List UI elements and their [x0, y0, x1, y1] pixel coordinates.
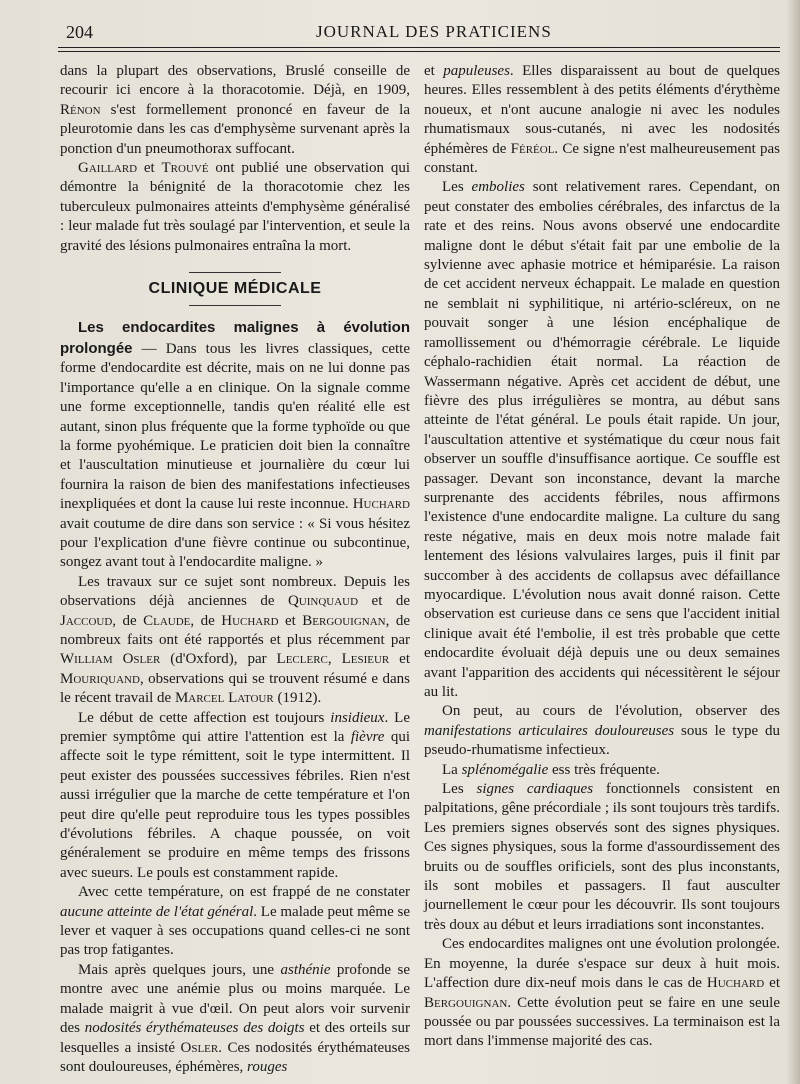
paragraph: On peut, au cours de l'évolution, observer des manifestations articulaires douloureuses sous le type du pseudo-rhumatisme infectieux.: [424, 703, 781, 759]
paragraph: Les embolies sont relativement rares. Cependant, on peut constater des embolies cérébrales, des infarctus de la rate et des reins. Nous avons observé une endocardite maligne dont le début s'était fait par une embolie de la sylvienne avec aphasie motrice et hémiparésie. La raison de cet accident nerveux échappait. Le malade en question ne semblait ni syphilitique, ni artério-scléreux, on ne pouvait songer à une lésion encéphalique de ramollissement ou d'hémorragie cérébrale. Le liquide céphalo-rachidien était normal. La réaction de Wassermann négative. Après cet accident de début, une fièvre des plus irrégulières se montra, au début sans atteinte de l'état général. Le pouls était rapide. Un jour, l'auscultation attentive et systématique du cœur nous fait observer un souffle d'insuffisance aortique. Ce souffle est passager. Devant son inconstance, devant la marche surprenante des accidents fébriles, nous affirmons l'existence d'une endocardite maligne. La culture du sang reste négative, mais en deux mois notre malade fait lentement des lésions valvulaires larges, puis il finit par succomber à des accidents de collapsus avec défaillance myocardique. L'évolution nous avait donné raison. Cette observation est curieuse dans ce sens que l'accident initial clinique avait été l'embolie, il est très probable que cette endocardite évoluait déjà depuis une ou deux semaines avant l'apparition des accidents qui nécessitèrent le séjour au lit.: [424, 179, 780, 700]
divider: [189, 272, 281, 273]
header-rule: [58, 47, 780, 48]
left-column: [60, 62, 410, 1077]
author-name: Gaillard: [78, 160, 138, 177]
paragraph: Les endocardites malignes à évolution prolongée — Dans tous les livres classiques, cette forme d'endocardite est décrite, mais on ne lui donne pas l'importance qu'elle a en clinique. On la signale comme une forme exceptionnelle, tandis qu'en réalité elle est autant, sinon plus fréquente que la forme typhoïde ou que la forme pyohémique. Le praticien doit bien la connaître et l'auscultation minutieuse et journalière du cœur lui fournira la raison de bien des manifestations infectieuses inexpliquées et dont la cause lui reste inconnue. Huchard avait coutume de dire dans son service : « Si vous hésitez pour l'explication d'une fièvre continue ou subcontinue, songez avant tout à l'endocardite maligne. »: [60, 319, 410, 571]
section-title: CLINIQUE MÉDICALE: [148, 280, 322, 298]
paragraph: Ces endocardites malignes ont une évolution prolongée. En moyenne, la durée s'espace sur deux à huit mois. L'affection dure dix-neuf mois dans le cas de Huchard et Bergouignan. Cette évolution peut se faire en une seule poussée ou par poussées successives. La terminaison est la mort dans l'immense majorité des cas.: [424, 936, 780, 1050]
paragraph: Le début de cette affection est toujours insidieux. Le premier symptôme qui attire l'attention est la fièvre qui affecte soit le type rémittent, soit le type intermittent. Il peut exister des poussées successives fébriles. Rien n'est aussi irrégulier que la marche de cette température et l'on peut dire qu'elle peut reproduire tous les types possibles d'évolutions fébriles. A chaque poussée, on voit généralement se produire en même temps des frissons avec sueurs. Le pouls est constamment rapide.: [60, 709, 410, 881]
running-title: JOURNAL DES PRATICIENS: [316, 22, 552, 41]
article-title: Les endocardites malignes à évolution prolongée: [60, 319, 410, 357]
author-name: Huchard: [352, 496, 410, 513]
divider: [189, 305, 281, 306]
header-rule-thin: [58, 51, 780, 52]
paragraph: Gaillard et Trouvé ont publié une observation qui démontre la bénignité de la thoracotomie chez les tuberculeux pulmonaires atteints d'emphysème généralisé : leur malade fut très soulagé par l'intervention, et seule la gravité des lésions pulmonaires entraîna la mort.: [60, 160, 410, 254]
paragraph: Les signes cardiaques fonctionnels consistent en palpitations, gêne précordiale ; ils sont toujours très tardifs. Les premiers signes observés sont des signes physiques. Ces signes physiques, sous la forme d'assourdissement des bruits ou de souffles orificiels, sont des plus inconstants, ils sont mobiles et passagers. Il faut ausculter journellement le cœur pour les découvrir. Ils sont toujours très doux au début et leurs irradiations sont inconstantes.: [424, 781, 780, 933]
author-name: Rénon: [60, 101, 101, 118]
section-heading: [60, 272, 410, 306]
page-number: 204: [66, 22, 93, 42]
paragraph: et papuleuses. Elles disparaissent au bout de quelques heures. Elles ressemblent à des petits éléments d'érythème noueux, et n'ont aucune analogie ni avec les nodules rhumatismaux sous-cutanés, ni avec les nodosités éphémères de Féréol. Ce signe n'est malheureusement pas constant.: [424, 63, 780, 177]
paragraph: Les travaux sur ce sujet sont nombreux. Depuis les observations déjà anciennes de Quinquaud et de Jaccoud, de Claude, de Huchard et Bergouignan, de nombreux faits ont été rapportés et plus récemment par William Osler (d'Oxford), par Leclerc, Lesieur et Mouriquand, observations qui se trouvent résumé e dans le récent travail de Marcel Latour (1912).: [60, 573, 411, 707]
page-edge-shadow: [786, 0, 800, 1084]
paragraph: Avec cette température, on est frappé de ne constater aucune atteinte de l'état général. Le malade peut même se lever et vaquer à ses occupations quand celles-ci ne sont pas trop fatigantes.: [60, 884, 410, 959]
page-header: [58, 22, 780, 44]
paragraph: dans la plupart des observations, Bruslé conseille de recourir ici encore à la thoracotomie. Déjà, en 1909, Rénon s'est formellement prononcé en faveur de la pleurotomie dans les cas d'emphysème survenant après la ponction d'un pneumothorax suffocant.: [60, 63, 410, 157]
right-column: [424, 62, 780, 1052]
author-name: Trouvé: [161, 160, 209, 177]
paragraph: La splénomégalie ess très fréquente.: [442, 761, 660, 778]
paragraph: Mais après quelques jours, une asthénie profonde se montre avec une anémie plus ou moins marquée. Le malade maigrit à vue d'œil. On peut alors voir survenir des nodosités érythémateuses des doigts et des orteils sur lesquelles a insisté Osler. Ces nodosités érythémateuses sont douloureuses, éphémères, rouges: [60, 961, 410, 1075]
